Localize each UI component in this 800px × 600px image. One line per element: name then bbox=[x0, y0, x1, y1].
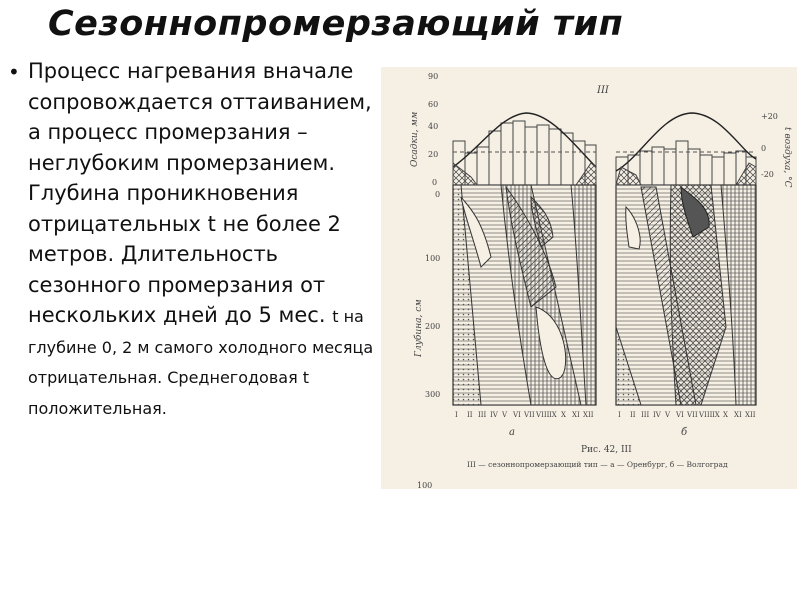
depth-zones-b bbox=[616, 185, 756, 405]
month-labels-a bbox=[455, 411, 594, 419]
temp-tick: +20 bbox=[761, 112, 778, 121]
precip-axis bbox=[428, 72, 438, 187]
precip-tick: 0 bbox=[432, 178, 438, 187]
month-labels-b bbox=[618, 411, 756, 419]
panel-a-label: а bbox=[509, 427, 515, 438]
month-label: IX bbox=[712, 411, 720, 419]
precip-tick: 20 bbox=[428, 150, 439, 159]
precip-axis-label: Осадки, мм bbox=[410, 111, 420, 167]
precip-tick: 40 bbox=[428, 122, 439, 131]
precip-tick: 60 bbox=[428, 100, 439, 109]
temp-axis bbox=[761, 112, 778, 179]
temp-axis-label: t воздуха, °С bbox=[782, 127, 792, 188]
month-label: XI bbox=[734, 411, 742, 419]
month-label: V bbox=[665, 411, 671, 419]
month-label: VII bbox=[524, 411, 535, 419]
month-label: II bbox=[630, 411, 636, 419]
scanned-figure bbox=[381, 67, 797, 489]
bullet-text bbox=[28, 56, 388, 422]
slide-title: Сезоннопромерзающий тип bbox=[48, 4, 624, 44]
month-label: VIII bbox=[699, 411, 713, 419]
month-label: VII bbox=[687, 411, 698, 419]
precip-tick: 90 bbox=[428, 72, 439, 81]
depth-tick: 0 bbox=[435, 190, 441, 199]
month-label: VI bbox=[676, 411, 684, 419]
month-label: VI bbox=[513, 411, 521, 419]
depth-axis-label: Глубина, см bbox=[414, 299, 424, 357]
precip-bars-a bbox=[453, 113, 596, 185]
month-label: X bbox=[561, 411, 566, 419]
month-label: XII bbox=[583, 411, 594, 419]
depth-tick: 300 bbox=[425, 390, 441, 399]
month-label: I bbox=[455, 411, 458, 419]
month-label: XI bbox=[572, 411, 580, 419]
month-label: I bbox=[618, 411, 621, 419]
bullet-dot-icon: • bbox=[8, 60, 20, 84]
month-label: IX bbox=[549, 411, 557, 419]
month-label: IV bbox=[490, 411, 498, 419]
temp-tick: -20 bbox=[761, 170, 774, 179]
depth-zones-a bbox=[453, 185, 596, 405]
figure-drawing bbox=[381, 67, 797, 489]
month-label: II bbox=[467, 411, 473, 419]
month-label: III bbox=[641, 411, 650, 419]
temp-tick: 0 bbox=[761, 144, 767, 153]
month-label: IV bbox=[653, 411, 661, 419]
depth-axis bbox=[425, 190, 440, 399]
figure-caption-number: Рис. 42, III bbox=[581, 445, 632, 455]
depth-tick: 100 bbox=[425, 254, 441, 263]
depth-tick: 200 bbox=[425, 322, 441, 331]
figure-caption-text: III — сезоннопромерзающий тип — а — Оренбург, б — Волгоград bbox=[467, 460, 728, 469]
month-label: III bbox=[478, 411, 487, 419]
month-label: V bbox=[502, 411, 508, 419]
panel-b-label: б bbox=[681, 427, 688, 438]
figure-roman-label: III bbox=[597, 85, 609, 96]
bullet-main-text: Процесс нагревания вначале сопровождается оттаиванием, а процесс промерзания – неглубоким промерзанием. Глубина проникновения отрицательных t не более 2 метров. Длительность сезонного промерзания от нескольких дней до 5 мес. bbox=[28, 59, 372, 327]
month-label: X bbox=[723, 411, 728, 419]
precip-bars-b bbox=[616, 113, 756, 185]
month-label: VIII bbox=[536, 411, 550, 419]
bullet-small-text: t на глубине 0, 2 м самого холодного месяца отрицательная. Среднегодовая t положительная. bbox=[28, 307, 374, 418]
page-number: 100 bbox=[417, 481, 433, 489]
month-label: XII bbox=[745, 411, 756, 419]
